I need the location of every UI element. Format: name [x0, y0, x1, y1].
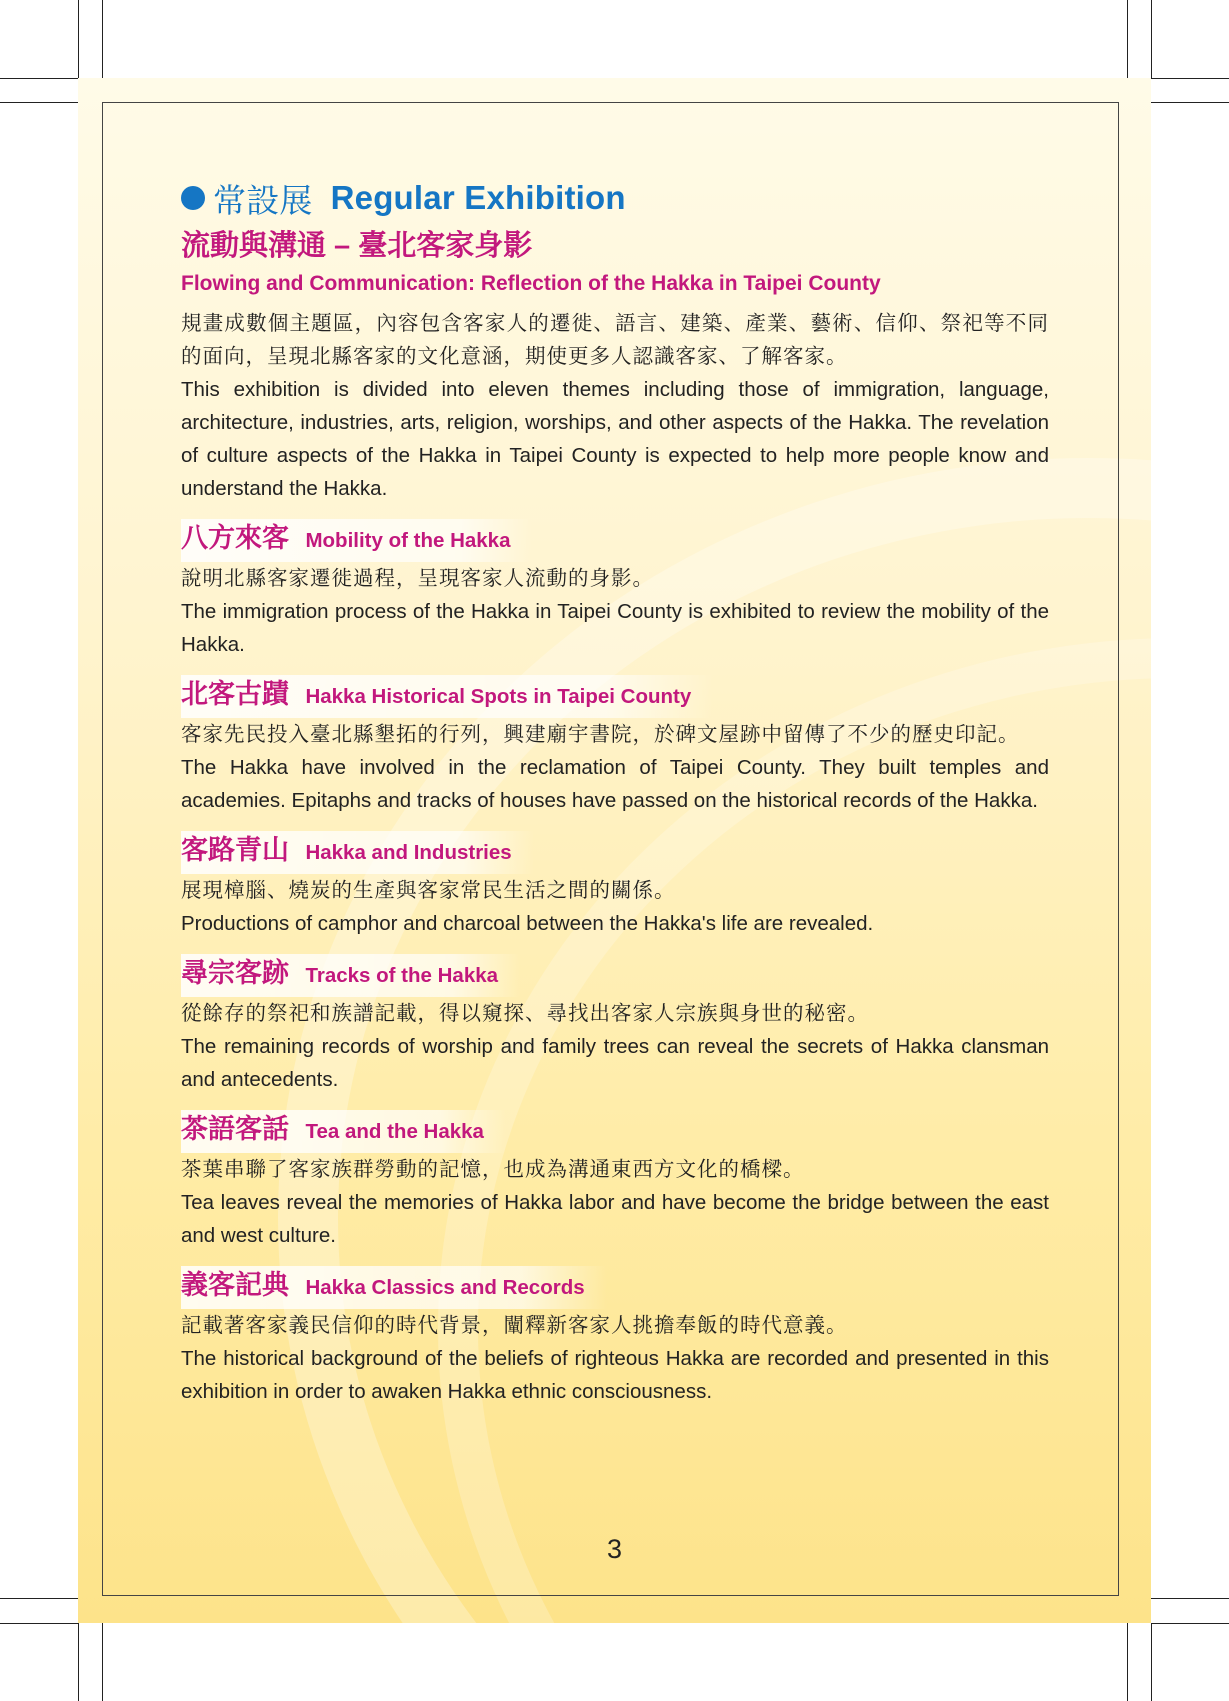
- exhibition-title-zh: 流動與溝通 – 臺北客家身影: [181, 230, 533, 262]
- section-text-en: Tea leaves reveal the memories of Hakka labor and have become the bridge between the east and west culture.: [181, 1191, 1049, 1247]
- intro-text-en: This exhibition is divided into eleven themes including those of immigration, language, architecture, industries, arts, religion, worships, and other aspects of the Hakka. The revelation of culture aspects of the Hakka in Taipei County is expected to help more people know and understand the Hakka.: [181, 378, 1049, 500]
- exhibition-title-en: Flowing and Communication: Reflection of the Hakka in Taipei County: [181, 272, 881, 295]
- crop-mark: [102, 1623, 103, 1701]
- section-text-en: The historical background of the beliefs of righteous Hakka are recorded and presented in this exhibition in order to awaken Hakka ethnic consciousness.: [181, 1347, 1049, 1403]
- section-heading: [181, 1110, 506, 1153]
- section-title-en: Hakka and Industries: [305, 841, 512, 864]
- crop-mark: [1151, 1623, 1229, 1624]
- page-content: [181, 175, 1049, 1408]
- section-title-en: Hakka Historical Spots in Taipei County: [305, 685, 692, 708]
- page-title: [181, 175, 1049, 221]
- crop-mark: [78, 1623, 79, 1701]
- crop-mark: [0, 102, 78, 103]
- section-text-zh: 展現樟腦、燒炭的生產與客家常民生活之間的關係。: [181, 879, 676, 902]
- section-heading: [181, 954, 520, 997]
- section-text-zh: 記載著客家義民信仰的時代背景，闡釋新客家人挑擔奉飯的時代意義。: [181, 1314, 848, 1337]
- section-classics: [181, 1266, 1049, 1408]
- section-text-zh: 茶葉串聯了客家族群勞動的記憶，也成為溝通東西方文化的橋樑。: [181, 1158, 805, 1181]
- bullet-icon: [181, 186, 205, 210]
- crop-mark: [78, 0, 79, 78]
- crop-mark: [1151, 1623, 1152, 1701]
- page-title-zh: 常設展: [213, 181, 313, 219]
- section-mobility: [181, 519, 1049, 661]
- section-text-en: The Hakka have involved in the reclamation of Taipei County. They built temples and academies. Epitaphs and tracks of houses have passed on the historical records of the Hakka.: [181, 756, 1049, 812]
- section-heading: [181, 831, 534, 874]
- section-tracks: [181, 954, 1049, 1096]
- page-title-en: Regular Exhibition: [330, 179, 626, 216]
- section-title-zh: 尋宗客跡: [181, 958, 289, 988]
- section-title-en: Hakka Classics and Records: [305, 1276, 585, 1299]
- section-title-en: Tracks of the Hakka: [305, 964, 499, 987]
- section-title-zh: 茶語客話: [181, 1114, 289, 1144]
- section-title-zh: 北客古蹟: [181, 679, 289, 709]
- section-text-zh: 從餘存的祭祀和族譜記載，得以窺探、尋找出客家人宗族與身世的秘密。: [181, 1002, 869, 1025]
- section-text-en: The remaining records of worship and family trees can reveal the secrets of Hakka clansman and antecedents.: [181, 1035, 1049, 1091]
- crop-mark: [1127, 0, 1128, 78]
- section-text-zh: 說明北縣客家遷徙過程，呈現客家人流動的身影。: [181, 567, 654, 590]
- section-title-en: Tea and the Hakka: [305, 1120, 484, 1143]
- crop-mark: [0, 78, 78, 79]
- section-title-en: Mobility of the Hakka: [305, 529, 511, 552]
- crop-mark: [102, 0, 103, 78]
- crop-mark: [0, 1598, 78, 1599]
- section-industries: [181, 831, 1049, 940]
- section-title-zh: 客路青山: [181, 835, 289, 865]
- crop-mark: [0, 1623, 78, 1624]
- crop-mark: [1151, 1598, 1229, 1599]
- section-historical-spots: [181, 675, 1049, 817]
- section-heading: [181, 1266, 607, 1309]
- intro-text-zh: 規畫成數個主題區，內容包含客家人的遷徙、語言、建築、產業、藝術、信仰、祭祀等不同的面向，呈現北縣客家的文化意涵，期使更多人認識客家、了解客家。: [181, 312, 1049, 368]
- section-title-zh: 義客記典: [181, 1270, 289, 1300]
- section-text-en: The immigration process of the Hakka in Taipei County is exhibited to review the mobility of the Hakka.: [181, 600, 1049, 656]
- section-tea: [181, 1110, 1049, 1252]
- section-text-zh: 客家先民投入臺北縣墾拓的行列，興建廟宇書院，於碑文屋跡中留傳了不少的歷史印記。: [181, 723, 1020, 746]
- section-title-zh: 八方來客: [181, 523, 289, 553]
- page-number: 3: [606, 1534, 623, 1564]
- section-heading: [181, 675, 713, 718]
- crop-mark: [1127, 1623, 1128, 1701]
- crop-mark: [1151, 78, 1229, 79]
- section-text-en: Productions of camphor and charcoal between the Hakka's life are revealed.: [181, 912, 874, 935]
- section-heading: [181, 519, 532, 562]
- crop-mark: [1151, 0, 1152, 78]
- crop-mark: [1151, 102, 1229, 103]
